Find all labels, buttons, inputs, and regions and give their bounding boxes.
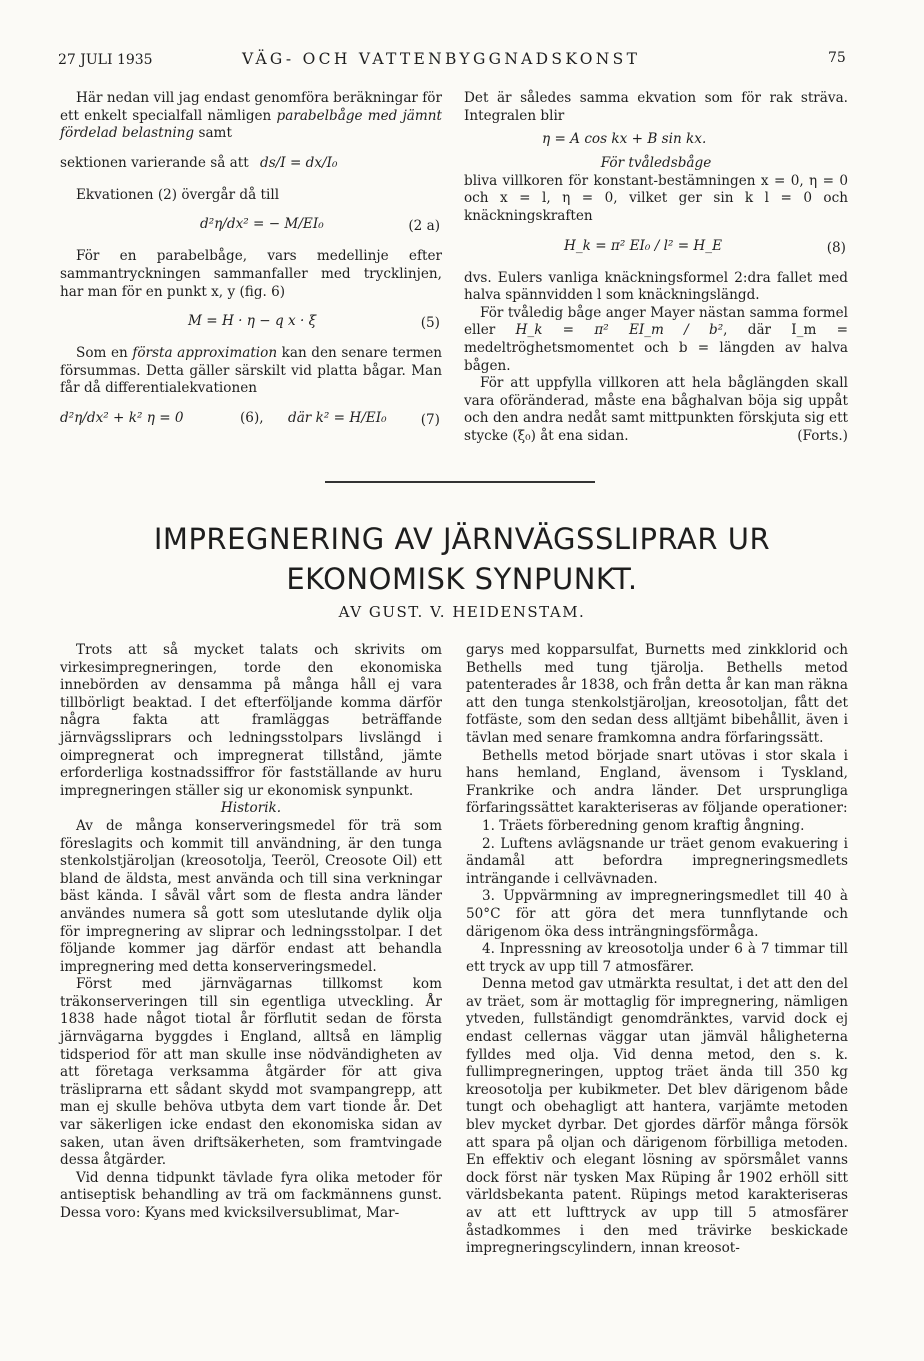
text: För tvåledig båge anger Mayer nästan samma formel eller	[464, 304, 848, 339]
paragraph: Bethells metod började snart utövas i stor skala i hans hemland, England, ävensom i Tyskland, Frankrike och andra länder. Det ursprungliga förfaringssättet karakteriseras av följande operationer:	[466, 747, 848, 817]
paragraph: Ekvationen (2) övergår då till	[76, 186, 280, 203]
text: Som en	[76, 345, 128, 362]
equation: H_k = π² EI₀ / l² = H_E	[564, 237, 722, 254]
article-byline: AV GUST. V. HEIDENSTAM.	[338, 603, 586, 621]
paragraph: garys med kopparsulfat, Burnetts med zinkklorid och Bethells med tung tjärolja. Bethells metod patenterades år 1838, och från detta år kan man räkna att den tunga stenkolstjäroljan, kreosotoljan, fått det fotfäste, som den sedan dess alltjämt bibehållit, även i tävlan med senare framkomna andra förfaringssätt.	[466, 642, 848, 746]
list-item: 1. Träets förberedning genom kraftig ångning.	[482, 817, 805, 834]
italic-text: första approximation	[132, 345, 278, 362]
equation: där k² = H/EI₀	[288, 409, 387, 426]
article-right-column	[466, 642, 848, 1258]
text: För att uppfylla villkoren att hela båglängden skall vara oföränderad, måste ena båghalvan böja sig uppåt och den andra nedåt samt mittpunkten förskjuta sig ett stycke (ξ₀) åt ena sidan.	[464, 375, 848, 444]
italic-text: parabelbåge med jämnt fördelad belastning	[60, 107, 442, 142]
equation-integral	[464, 129, 848, 151]
equation-label: (6),	[240, 409, 264, 426]
article-title-line2: EKONOMISK SYNPUNKT.	[286, 562, 638, 596]
top-left-column	[60, 90, 442, 442]
text: , där I_m = medeltröghetsmomentet och b = längden av halva bågen.	[464, 322, 848, 374]
paragraph	[60, 345, 442, 398]
list-item: 2. Luftens avlägsnande ur träet genom evakuering i ändamål att befordra impregneringsmedlets inträngande i cellvävnaden.	[466, 835, 848, 887]
equation: η = A cos kx + B sin kx.	[542, 131, 707, 148]
paragraph: Av de många konserveringsmedel för trä som föreslagits och kommit till användning, är den tunga stenkolstjäroljan (kreosotolja, Teeröl, Creosote Oil) ett bland de äldsta, mest använda och till sina verkningar bäst kända. I såväl vårt som de flesta andra länder användes numera så gott som uteslutande dylik olja för impregnering av sliprar och ledningsstolpar. I det följande kommer jag därför endast att behandla impregnering med detta konserveringsmedel.	[60, 817, 442, 975]
paragraph: För en parabelbåge, vars medellinje efter sammantryckningen sammanfaller med trycklinjen, har man för en punkt x, y (fig. 6)	[60, 248, 442, 300]
equation: d²η/dx² = − M/EI₀	[200, 216, 324, 233]
equation-row	[60, 147, 442, 183]
paragraph	[60, 90, 442, 143]
list-item: 3. Uppvärmning av impregneringsmedlet till 40 à 50°C för att göra det mera tunnflytande och därigenom öka dess inträngningsförmåga.	[466, 888, 848, 940]
list-item: 4. Inpressning av kreosotolja under 6 à 7 timmar till ett tryck av upp till 7 atmosfärer.	[466, 941, 848, 975]
paragraph	[464, 375, 848, 445]
paragraph: Först med järnvägarnas tillkomst kom träkonserveringen till sin egentliga utveckling. År 1838 hade något tiotal år förflutit sedan de första järnvägarna byggdes i England, alltså en lämplig tidsperiod för att man skulle inse nödvändigheten av att företaga verksamma åtgärder för att giva träsliprarna ett sådant skydd mot svampangrepp, att man ej skulle behöva utbyta dem vart tionde år. Det var säkerligen icke endast den ekonomiska sidan av saken, utan även driftsäkerheten, som framtvingade dessa åtgärder.	[60, 976, 442, 1169]
equation-label: (2 a)	[408, 218, 440, 235]
article-left-column	[60, 642, 442, 1223]
equation: d²η/dx² + k² η = 0	[60, 409, 184, 426]
text: sektionen varierande så att	[60, 154, 249, 171]
continued-marker: (Forts.)	[797, 427, 848, 444]
equation-label: (7)	[420, 411, 440, 428]
paragraph: Trots att så mycket talats och skrivits om virkesimpregneringen, torde den ekonomiska innebörden av densamma på många håll ej vara tillbörligt beaktad. I det efterföljande komma därför några fakta att framläggas beträffande järnvägssliprars och ledningsstolpars livslängd i oimpregnerat och impregnerat tillstånd, jämte erforderliga kostnadssiffror för fastställande av huru impregneringen ställer sig ur ekonomisk synpunkt.	[60, 642, 442, 799]
top-right-column	[464, 90, 848, 446]
equation-label: (8)	[826, 239, 846, 256]
equation: H_k = π² EI_m / b²	[515, 322, 724, 339]
equation-2a	[60, 208, 442, 244]
paragraph: bliva villkoren för konstant-bestämningen x = 0, η = 0 och x = l, η = 0, vilket ger sin k l = 0 och knäckningskraften	[464, 172, 848, 224]
header-date: 27 JULI 1935	[58, 52, 153, 68]
equation-8	[464, 230, 848, 266]
header-journal-title: VÄG- OCH VATTENBYGGNADSKONST	[242, 50, 641, 68]
text: samt	[198, 125, 232, 142]
subheading: För tvåledsbåge	[600, 155, 712, 172]
equation: M = H · η − q x · ξ	[188, 313, 317, 330]
paragraph: Vid denna tidpunkt tävlade fyra olika metoder för antiseptisk behandling av trä om fackmännens gunst. Dessa voro: Kyans med kvicksilversublimat, Mar-	[60, 1169, 442, 1221]
paragraph: Det är således samma ekvation som för rak sträva. Integralen blir	[464, 90, 848, 124]
article-title-line1: IMPREGNERING AV JÄRNVÄGSSLIPRAR UR	[153, 522, 771, 556]
paragraph	[464, 305, 848, 375]
equation: ds/I = dx/I₀	[260, 154, 338, 171]
equation-label: (5)	[420, 315, 440, 332]
equation-5	[60, 305, 442, 341]
text: Här nedan vill jag endast genomföra beräkningar för ett enkelt specialfall nämligen	[60, 90, 442, 124]
section-divider	[325, 481, 595, 483]
text: kan den senare termen försummas. Detta gäller särskilt vid platta bågar. Man får då differentialekvationen	[60, 345, 443, 397]
equation-6-7	[60, 402, 442, 438]
paragraph: dvs. Eulers vanliga knäckningsformel 2:dra fallet med halva spännvidden l som knäckningslängd.	[464, 269, 848, 304]
header-page-number: 75	[828, 50, 846, 66]
subheading: Historik.	[220, 800, 282, 817]
paragraph: Denna metod gav utmärkta resultat, i det att den del av träet, som är mottaglig för impregnering, nämligen ytveden, fullständigt genomdränktes, varvid dock ej endast cellernas väggar utan jämväl håligheterna fylldes med olja. Vid denna metod, den s. k. fullimpregneringen, upptog träet ända till 350 kg kreosotolja per kubikmeter. Det blev därigenom både tungt och obehagligt att hantera, varjämte metoden blev mycket dyrbar. Det gjordes därför många försök att spara på oljan och därigenom förbilliga metoden. En effektiv och elegant lösning av spörsmålet vanns dock först när tysken Max Rüping år 1902 erhöll sitt världsbekanta patent. Rüpings metod karakteriseras av att ett lufttryck av upp till 5 atmosfärer åstadkommes i den med trävirke beskickade impregneringscylindern, innan kreosot-	[466, 976, 848, 1257]
